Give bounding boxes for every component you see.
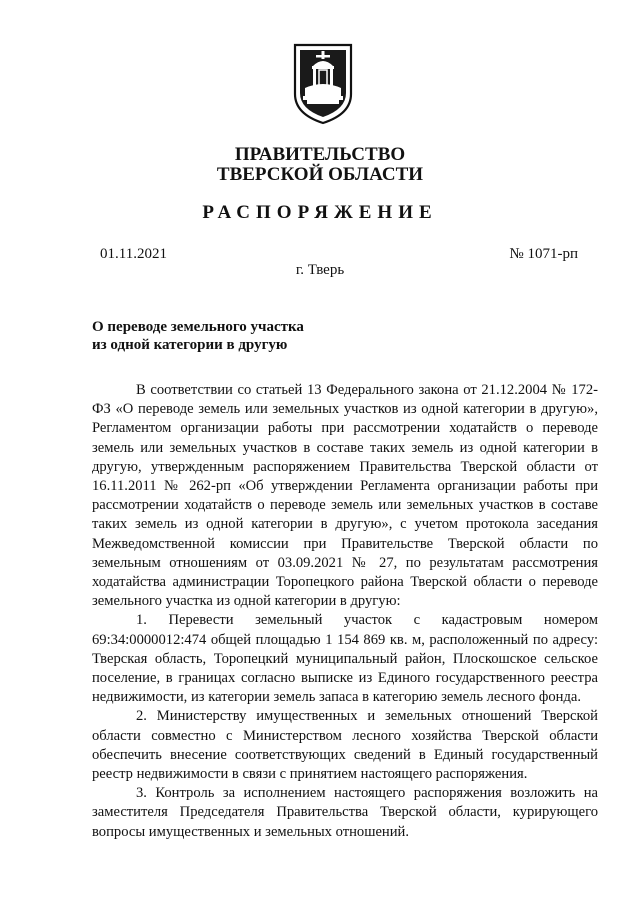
organization-name-line1: ПРАВИТЕЛЬСТВО [234, 144, 406, 165]
preamble-paragraph: В соответствии со статьей 13 Федерального закона от 21.12.2004 № 172-ФЗ «О переводе земель или земельных участков из одной категории в другую», Регламентом организации работы при рассмотрении ходатайств о переводе земель или земельных участков в составе таких земель из одной категории в другую, утвержденным распоряжением Правительства Тверской области от 16.11.2011 № 262-рп «Об утверждении Регламента организации работы при рассмотрении ходатайств о переводе земель или земельных участков в составе таких земель из одной категории в другую», с учетом протокола заседания Межведомственной комиссии при Правительстве Тверской области по земельным отношениям от 03.09.2021 № 27, по результатам рассмотрения ходатайства администрации Торопецкого района Тверской области о переводе земельного участка из одной категории в другую: [92, 382, 598, 610]
subject-line1: О переводе земельного участка [92, 319, 304, 335]
document-date: 01.11.2021 [100, 246, 167, 262]
order-item-3: 3. Контроль за исполнением настоящего распоряжения возложить на заместителя Председателя Правительства Тверской области, курирующего вопросы имущественных и земельных отношений. [92, 785, 598, 840]
document-body [92, 381, 598, 842]
order-item-1: 1. Перевести земельный участок с кадастровым номером 69:34:0000012:474 общей площадью 1 154 869 кв. м, расположенный по адресу: Тверская область, Торопецкий муниципальный район, Плоскошское сельское поселение, в границах согласно выписке из Единого государственного реестра недвижимости, из категории земель запаса в категорию земель лесного фонда. [92, 612, 598, 706]
subject-line2: из одной категории в другую [92, 337, 288, 353]
document-subject [92, 318, 392, 354]
document-city: г. Тверь [295, 262, 345, 278]
order-item-2: 2. Министерству имущественных и земельных отношений Тверской области совместно с Министерством лесного хозяйства Тверской области обеспечить внесение соответствующих сведений в Единый государственный реестр недвижимости в связи с принятием настоящего распоряжения. [92, 708, 598, 783]
tver-coat-of-arms-icon [292, 42, 354, 126]
document-number: № 1071-рп [509, 246, 578, 262]
document-type-title: РАСПОРЯЖЕНИЕ [202, 202, 438, 223]
organization-name-line2: ТВЕРСКОЙ ОБЛАСТИ [216, 164, 424, 185]
